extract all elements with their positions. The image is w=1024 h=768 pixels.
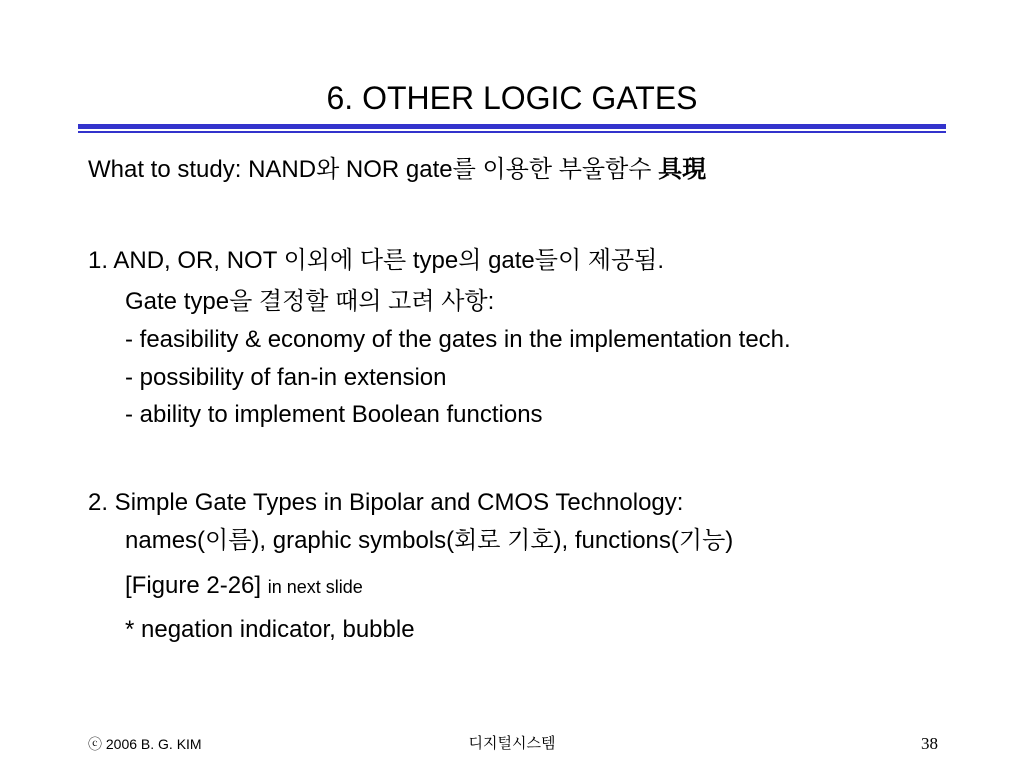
item2-bubble-note: * negation indicator, bubble	[125, 616, 415, 643]
item2-figure-note: in next slide	[267, 577, 363, 597]
title-divider-thin	[78, 131, 946, 133]
study-line-emphasis: 具現	[658, 156, 707, 183]
item2-figure-ref: [Figure 2-26]	[125, 572, 268, 599]
item2-figure-line	[125, 571, 363, 602]
item1-heading: 1. AND, OR, NOT 이외에 다른 type의 gate들이 제공됨.	[88, 247, 665, 274]
item2-heading: 2. Simple Gate Types in Bipolar and CMOS Technology:	[88, 489, 684, 516]
footer-copyright: ⓒ 2006 B. G. KIM	[88, 736, 202, 752]
study-line	[88, 155, 706, 185]
item1-point-3: - ability to implement Boolean functions	[125, 401, 543, 428]
item2-detail: names(이름), graphic symbols(회로 기호), functions(기능)	[125, 527, 734, 554]
study-line-text: What to study: NAND와 NOR gate를 이용한 부울함수	[88, 156, 659, 183]
footer-page-number: 38	[921, 734, 938, 753]
title-divider-thick	[78, 124, 946, 129]
footer-course: 디지털시스템	[468, 735, 556, 752]
item1-point-2: - possibility of fan-in extension	[125, 364, 447, 391]
slide-title: 6. OTHER LOGIC GATES	[326, 80, 698, 116]
item1-subheading: Gate type을 결정할 때의 고려 사항:	[125, 288, 495, 315]
item1-point-1: - feasibility & economy of the gates in the implementation tech.	[125, 326, 791, 353]
